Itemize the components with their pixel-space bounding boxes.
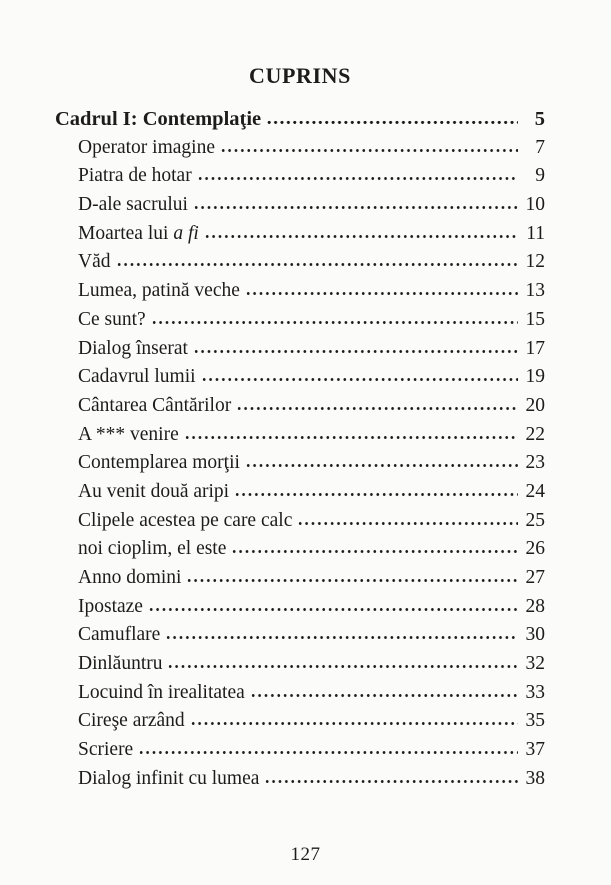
folio-page-number: 127 [290, 844, 321, 865]
toc-entry-page: 11 [526, 222, 545, 244]
toc-entry-label [78, 280, 240, 302]
toc-entry-label [78, 653, 162, 675]
toc-entry-label [78, 739, 133, 761]
toc-entry-row [55, 194, 545, 223]
toc-entry-label-text: Cireşe arzând [78, 710, 185, 732]
toc-entry-label-text: Moartea lui [78, 222, 174, 244]
toc-entry-row [55, 223, 545, 252]
toc-entry-label-text: Piatra de hotar [78, 165, 192, 187]
toc-entry-page: 15 [525, 308, 545, 330]
dot-leader [232, 549, 518, 554]
dot-leader [265, 779, 518, 784]
toc-entry-row [55, 395, 545, 424]
toc-entry-label [78, 366, 196, 388]
toc-entry-label-text: Anno domini [78, 567, 182, 588]
dot-leader [187, 578, 518, 583]
toc-entry-label-text: Au venit două aripi [78, 480, 230, 502]
toc-entry-label [78, 194, 188, 216]
toc-entry-label [78, 510, 292, 532]
toc-entry-label [78, 682, 245, 704]
toc-entry-label [78, 137, 215, 159]
toc-entry-row [55, 366, 545, 395]
toc-entry-row [55, 653, 545, 682]
dot-leader [198, 176, 518, 181]
toc-entry-row [55, 682, 545, 711]
toc-entry-label [78, 538, 226, 560]
dot-leader [246, 291, 518, 296]
toc-entry-label-text: Contemplarea morţii [78, 452, 240, 474]
toc-entry-row [55, 624, 545, 653]
toc-entry-label-text: Camuflare [78, 624, 161, 646]
toc-entry-page: 33 [525, 681, 545, 703]
toc-entry-page: 26 [525, 538, 545, 560]
dot-leader [168, 664, 518, 669]
dot-leader [298, 521, 518, 526]
dot-leader [235, 492, 518, 497]
toc-entry-row [55, 710, 545, 739]
toc-entry-page: 32 [525, 653, 545, 675]
toc-entry-page: 20 [525, 394, 545, 416]
dot-leader [194, 205, 518, 210]
toc-entry-row [55, 452, 545, 481]
dot-leader [166, 635, 518, 640]
toc-entry-page: 9 [535, 165, 545, 187]
dot-leader [194, 349, 518, 354]
toc-chapter-label: Cadrul I: Contemplaţie [55, 108, 262, 130]
toc-entry-label [78, 710, 185, 732]
toc-entry-row [55, 768, 545, 797]
toc-entry-page: 19 [525, 366, 545, 388]
page-title: CUPRINS [249, 63, 351, 88]
toc-entry-row [55, 538, 545, 567]
toc-entry-page: 22 [525, 423, 545, 445]
toc-entry-label [78, 481, 229, 503]
dot-leader [221, 148, 518, 153]
toc-entry-page: 27 [525, 567, 545, 588]
toc-entry-label [78, 309, 146, 331]
toc-entry-page: 13 [525, 280, 545, 302]
toc-entry-page: 30 [525, 624, 545, 646]
dot-leader [191, 721, 518, 726]
toc-entry-page: 10 [525, 194, 545, 216]
toc-entry-label [78, 424, 179, 446]
dot-leader [149, 607, 518, 612]
toc-entry-label [78, 596, 143, 618]
toc-entry-label [78, 567, 181, 589]
toc-entry-row [55, 309, 545, 338]
toc-entry-label-text: Locuind în irealitatea [78, 681, 245, 703]
dot-leader [152, 320, 518, 325]
toc-entry-row [55, 567, 545, 596]
toc-entry-label-text: Dialog infinit cu lumea [78, 767, 260, 789]
dot-leader [237, 406, 518, 411]
toc-list [55, 108, 545, 797]
toc-entry-page: 38 [525, 767, 545, 789]
toc-entry-page: 7 [535, 136, 545, 158]
toc-chapter-page: 5 [534, 108, 545, 130]
toc-entry-label-text: Ce sunt? [78, 308, 146, 330]
toc-entry-page: 12 [525, 251, 545, 273]
toc-entry-page: 17 [525, 337, 545, 359]
toc-entry-label [78, 452, 240, 474]
toc-entry-label-text: Ipostaze [78, 595, 143, 617]
toc-entry-label [78, 768, 259, 790]
toc-entry-page: 23 [525, 452, 545, 474]
toc-entry-label-text: Clipele acestea pe care calc [78, 509, 293, 531]
toc-chapter-row [55, 108, 545, 137]
toc-entry-label [78, 395, 231, 417]
toc-entry-label-text: Scriere [78, 739, 134, 761]
toc-entry-label-italic: a fi [173, 222, 199, 244]
dot-leader [185, 435, 518, 440]
toc-entry-label [78, 165, 192, 187]
toc-entry-page: 35 [525, 710, 545, 732]
dot-leader [117, 262, 519, 267]
toc-entry-label-text: Dinlăuntru [78, 653, 163, 675]
toc-entry-row [55, 739, 545, 768]
toc-entry-page: 25 [525, 509, 545, 531]
toc-entry-label-text: Dialog înserat [78, 337, 188, 359]
toc-entry-row [55, 338, 545, 367]
toc-entry-label-text: Operator imagine [78, 136, 215, 158]
toc-entry-label [78, 624, 160, 646]
toc-entry-row [55, 481, 545, 510]
toc-entry-page: 24 [525, 480, 545, 502]
toc-entry-page: 37 [525, 739, 545, 761]
toc-entry-label-text: D-ale sacrului [78, 194, 188, 216]
toc-entry-label-text: Cadavrul lumii [78, 366, 196, 388]
dot-leader [139, 750, 518, 755]
toc-entry-row [55, 424, 545, 453]
toc-entry-label [78, 338, 188, 360]
dot-leader [205, 234, 518, 239]
toc-entry-label [78, 223, 199, 245]
dot-leader [267, 120, 518, 125]
toc-entry-row [55, 280, 545, 309]
dot-leader [202, 377, 518, 382]
toc-entry-label-text: Cântarea Cântărilor [78, 394, 232, 416]
toc-entry-label-text: A *** venire [78, 423, 179, 445]
toc-entry-label-text: Lumea, patină veche [78, 280, 240, 302]
toc-entry-label-text: Văd [78, 251, 111, 273]
toc-entry-row [55, 137, 545, 166]
dot-leader [246, 463, 518, 468]
toc-entry-row [55, 596, 545, 625]
dot-leader [251, 693, 518, 698]
toc-entry-row [55, 510, 545, 539]
toc-entry-row [55, 165, 545, 194]
toc-entry-row [55, 251, 545, 280]
toc-entry-label-text: noi cioplim, el este [78, 538, 227, 560]
toc-entry-label [78, 251, 111, 273]
toc-entry-page: 28 [525, 595, 545, 617]
